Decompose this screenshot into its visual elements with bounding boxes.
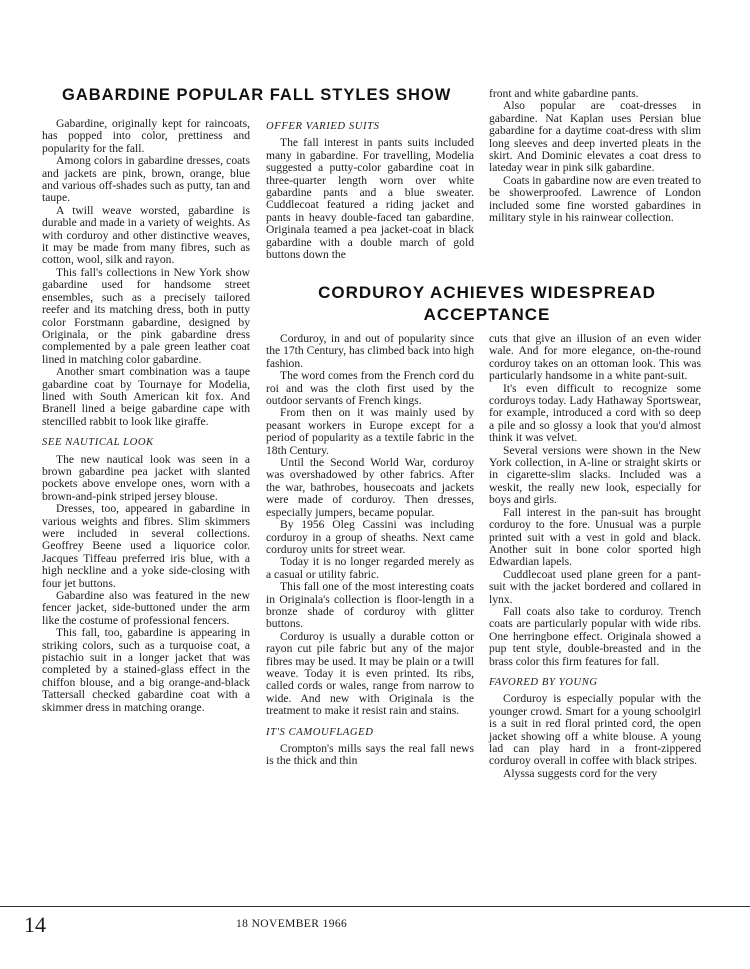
subheading: IT'S CAMOUFLAGED	[266, 726, 374, 738]
paragraph: This fall, too, gabardine is appearing in striking colors, such as a turquoise coat, a pistachio suit in a longer jacket that was completed by a stained-glass effect in the chiffon blouse, and a big orange-and-black Tattersall checked gabardine coat with a skimmer dress in matching orange.	[42, 626, 250, 714]
article-title-corduroy: CORDUROY ACHIEVES WIDESPREAD ACCEPTANCE	[318, 283, 656, 324]
paragraph: The new nautical look was seen in a brown gabardine pea jacket with slanted pockets above envelope ones, worn with a brown-and-pink striped jersey blouse.	[42, 452, 250, 503]
paragraph: Until the Second World War, corduroy was overshadowed by other fabrics. After the war, bathrobes, housecoats and jackets were made of corduroy. Then dresses, especially jumpers, became popular.	[266, 456, 474, 519]
paragraph: The fall interest in pants suits included many in gabardine. For travelling, Modelia suggested a putty-color gabardine coat in three-quarter length worn over white gabardine pants and a blue sweater. Cuddlecoat featured a riding jacket and pants in heavy double-faced tan gabardine. Originala teamed a pea jacket-coat in black gabardine with a double march of gold buttons down the	[266, 136, 474, 262]
paragraph: front and white gabardine pants.	[489, 87, 639, 100]
paragraph: Gabardine also was featured in the new fencer jacket, side-buttoned under the arm like the costume of professional fencers.	[42, 589, 250, 627]
paragraph: Dresses, too, appeared in gabardine in various weights and fibres. Slim skimmers were included in several collections. Geoffrey Beene used a liquorice color. Jacques Tiffeau preferred iris blue, with a high neckline and a yoke side-closing with four jet buttons.	[42, 502, 250, 590]
paragraph-group	[489, 693, 701, 780]
issue-date: 18 NOVEMBER 1966	[236, 918, 348, 930]
paragraph: This fall's collections in New York show gabardine used for handsome street ensembles, such as a precisely tailored reefer and its matching dress, both in putty color Forstmann gabardine, designed by Originala, or the pink gabardine dress complemented by a pale green leather coat lined in matching color gabardine.	[42, 265, 250, 366]
paragraph: By 1956 Oleg Cassini was including corduroy in a group of sheaths. Next came corduroy units for street wear.	[266, 518, 474, 556]
paragraph: Corduroy is especially popular with the younger crowd. Smart for a young schoolgirl is a suit in red floral printed cord, the open jacket showing off a white blouse. A young lad can play hard in a front-zippered corduroy overall in coffee with black stripes.	[489, 692, 701, 768]
page-number: 14	[24, 912, 46, 937]
paragraph: cuts that give an illusion of an even wider wale. And for more elegance, on-the-round corduroy takes on an ottoman look. This was particularly handsome in a white pant-suit.	[489, 332, 701, 383]
paragraph-group	[489, 333, 701, 668]
paragraph: It's even difficult to recognize some corduroys today. Lady Hathaway Sportswear, for example, introduced a cord with so deep a pile and so glossy a look that you'd almost think it was velvet.	[489, 381, 701, 445]
paragraph: Corduroy, in and out of popularity since the 17th Century, has climbed back into high fashion.	[266, 332, 474, 370]
subheading: OFFER VARIED SUITS	[266, 121, 380, 132]
subheading: SEE NAUTICAL LOOK	[42, 437, 154, 449]
paragraph-group	[266, 743, 474, 768]
subheading: FAVORED BY YOUNG	[489, 676, 598, 688]
paragraph-group	[266, 333, 474, 718]
paragraph: Crompton's mills says the real fall news is the thick and thin	[266, 742, 474, 768]
paragraph: Corduroy is usually a durable cotton or rayon cut pile fabric but any of the major fibres may be used. It may be plain or a twill weave. Today it is even printed. Its ribs, called cords or wales, range from narrow to wide. And new with Originala is the treatment to make it resist rain and stains.	[266, 629, 474, 718]
article-column	[489, 88, 701, 224]
paragraph: Alyssa suggests cord for the very	[503, 766, 658, 780]
article-column	[489, 333, 701, 780]
paragraph: Gabardine, originally kept for raincoats, has popped into color, prettiness and popularity for the fall.	[42, 117, 250, 155]
paragraph: Coats in gabardine now are even treated to be showerproofed. Lawrence of London included some fine worsted gabardines in military style in his rainwear collection.	[489, 173, 701, 225]
article-column	[266, 333, 474, 768]
paragraph-group	[266, 137, 474, 261]
footer-rule	[0, 906, 750, 907]
paragraph: Cuddlecoat used plane green for a pant-suit with the jacket bordered and collared in lynx.	[489, 567, 701, 606]
article-title-gabardine: GABARDINE POPULAR FALL STYLES SHOW	[62, 86, 452, 104]
paragraph: Among colors in gabardine dresses, coats and jackets are pink, brown, orange, blue and various off-shades such as putty, tan and taupe.	[42, 154, 250, 205]
article-column	[266, 121, 474, 261]
paragraph: Fall interest in the pan-suit has brought corduroy to the fore. Unusual was a purple printed suit with a vest in gold and black. Another suit in bone color sported high Edwardian lapels.	[489, 505, 701, 569]
paragraph: Fall coats also take to corduroy. Trench coats are particularly popular with wide ribs. One herringbone effect. Originala showed a pup tent style, double-breasted and in the brass color this firm features for fall.	[489, 604, 701, 668]
paragraph: This fall one of the most interesting coats in Originala's collection is floor-length in a bronze shade of corduroy with glitter buttons.	[266, 580, 474, 631]
paragraph: A twill weave worsted, gabardine is durable and made in a variety of weights. As with corduroy and other distinctive weaves, it may be made from many fibres, such as cotton, wool, silk and rayon.	[42, 203, 250, 267]
paragraph: Another smart combination was a taupe gabardine coat by Tournaye for Modelia, lined with South American kit fox. And Branell lined a beige gabardine cape with stencilled rabbit to look like giraffe.	[42, 365, 250, 428]
paragraph: From then on it was mainly used by peasant workers in Europe except for a period of popularity as a textile fabric in the 18th Century.	[266, 406, 474, 457]
article-column	[42, 118, 250, 714]
paragraph: Also popular are coat-dresses in gabardine. Nat Kaplan uses Persian blue gabardine for a daytime coat-dress with slim long sleeves and deep inverted pleats in the skirt. And Dominic elevates a coat dress to lateday wear in pink silk gabardine.	[489, 99, 701, 175]
paragraph-group	[42, 118, 250, 428]
paragraph-group	[489, 88, 701, 224]
paragraph: Today it is no longer regarded merely as a casual or utility fabric.	[266, 555, 474, 581]
paragraph: The word comes from the French cord du roi and was the cloth first used by the outdoor servants of French kings.	[266, 369, 474, 408]
paragraph-group	[42, 454, 250, 715]
paragraph: Several versions were shown in the New York collection, in A-line or straight skirts or in cigarette-slim slacks. Included was a weskit, the really new look, especially for boys and girls.	[489, 443, 701, 507]
